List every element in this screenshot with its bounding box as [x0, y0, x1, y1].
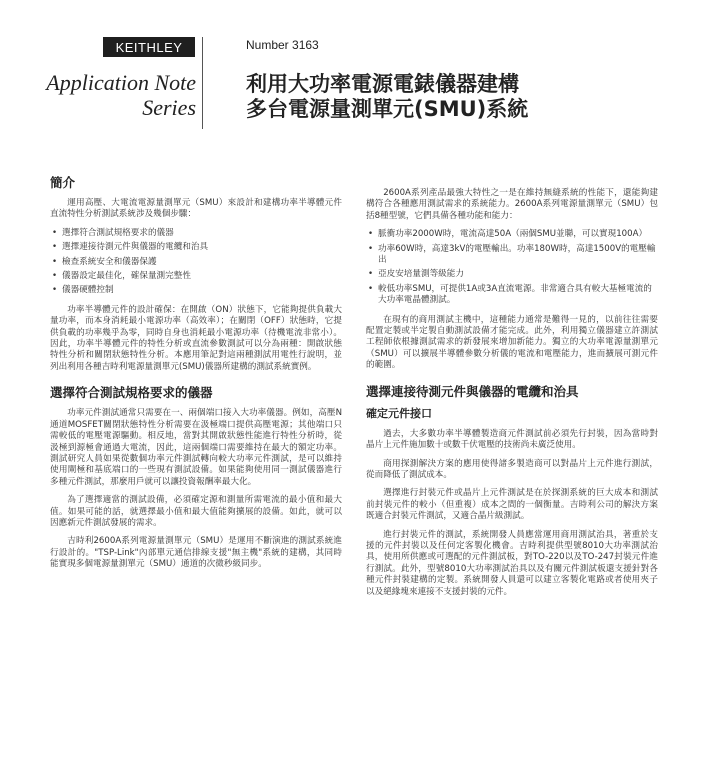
list-item: • 亞皮安培量測等級能力 [366, 269, 658, 280]
header-divider [202, 37, 203, 129]
title-line1: 利用大功率電源電錶儀器建構 [246, 72, 519, 96]
list-item: • 功率60W時，高達3kV的電壓輸出。功率180W時，高達1500V的電壓輸出 [366, 244, 658, 267]
title-line2: 多台電源量測單元(SMU)系統 [246, 97, 529, 121]
intro-paragraph-2: 功率半導體元件的設計確保：在開啟（ON）狀態下，它能夠提供負載大量功率，而本身消耗最小電源功率（高效率）；在關閉（OFF）狀態時，它提供負載的功率幾乎為零，同時自身也消耗最小電源功率（待機電流非常小）。因此，功率半導體元件的特性分析或直流參數測試可以分為兩種：開啟狀態特性分析和關閉狀態特性分析。本應用筆記對這兩種測試用電性行說明，並列出利用各種吉時利電源量測單元(SMU)儀器所建構的測試系統實例。 [50, 304, 342, 372]
list-item: • 較低功率SMU，可提供1A或3A直流電源。非常適合具有較大基極電流的大功率電晶體測試。 [366, 284, 658, 307]
subsection-heading: 確定元件接口 [366, 406, 432, 420]
document-number: Number 3163 [246, 38, 319, 52]
list-item: • 儀器硬體控制 [50, 285, 342, 296]
keithley-logo: KEITHLEY [103, 37, 195, 57]
page-title [246, 72, 686, 122]
section1-heading: 選擇符合測試規格要求的儀器 [50, 385, 213, 401]
app-note-line1: Application Note [46, 70, 196, 95]
right-paragraph-4: 商用探測解決方案的應用使得諸多製造商可以對晶片上元件進行測試，從而降低了測試成本。 [366, 458, 658, 480]
application-note-series-label [20, 70, 196, 120]
intro-heading: 簡介 [50, 175, 76, 190]
section1-paragraph-1: 功率元件測試通常只需要在一、兩個端口接入大功率儀器。例如，高壓N通道MOSFET關閉狀態特性分析需要在汲極端口提供高壓電源；其他端口只需較低的電壓電源驅動。相反地，當對其開啟狀態性能進行特性分析時，從汲極到源極會通過大電流，因此，這兩個端口需要維持在最大的額定功率。測試研究人員如果從數個功率元件測試轉向較大功率元件測試，是可以維持使用閘極和基底端口的一些現有測試設備。如果能夠使用同一測試儀器進行多種元件測試，那麼用戶就可以讓投資報酬率最大化。 [50, 408, 342, 487]
right-paragraph-1: 2600A系列產品最強大特性之一是在維持無縫系統的性能下，還能夠建構符合各種應用測試需求的系統能力。2600A系列電源量測單元（SMU）包括8種型號，它們具備各種功能和能力： [366, 188, 658, 221]
app-note-line2: Series [142, 95, 196, 120]
list-item: • 檢查系統安全和儀器保護 [50, 257, 342, 268]
right-column [366, 188, 658, 605]
intro-paragraph-1: 運用高壓、大電流電源量測單元（SMU）來設計和建構功率半導體元件直流特性分析測試系統涉及幾個步驟： [50, 198, 342, 220]
right-paragraph-2: 在現有的商用測試主機中，這種能力通常是難得一見的，以前往往需要配置定製或半定製自動測試設備才能完成。此外，利用獨立儀器建立許測試工程師依根據測試需求的新發展來增加新能力。獨立的大功率電源量測單元（SMU）可以擴展半導體參數分析儀的電流和電壓能力，進而擴展可測元件的範圍。 [366, 314, 658, 371]
right-paragraph-3: 過去，大多數功率半導體製造商元件測試前必須先行封裝，因為當時對晶片上元件施加數十或數千伏電壓的技術尚未廣泛使用。 [366, 428, 658, 451]
left-column [50, 175, 342, 578]
smu-capability-list [366, 229, 658, 306]
section1-paragraph-2: 為了選擇適當的測試設備，必須確定源和測量所需電流的最小值和最大值。如果可能的話，就選擇最小值和最大值能夠擴展的設備。如此，就可以因應新元件測試發展的需求。 [50, 495, 342, 528]
intro-bullet-list [50, 228, 342, 297]
right-paragraph-6: 進行封裝元件的測試，系統開發人員應當運用商用測試治具，著重於支援的元件封裝以及任何定客製化機會。吉時利提供型號8010大功率測試治具，使用所供應或可選配的元件測試板，對TO-220以及TO-247封裝元件進行測試。此外，型號8010大功率測試治具以及有關元件測試板還支援針對各種元件封裝建構的定製。系統開發人員還可以建立客製化電路或者使用夾子以及絕緣塊來連接不支援封裝的元件。 [366, 529, 658, 597]
list-item: • 選擇符合測試規格要求的儀器 [50, 228, 342, 239]
section1-paragraph-3: 吉時利2600A系列電源量測單元（SMU）是運用不斷演進的測試系統進行設計的。"TSP-Link"內部單元通信排線支援"無主機"系統的建構，其同時能實現多個電源量測單元（SMU）通道的次微秒級同步。 [50, 536, 342, 570]
list-item: • 儀器設定最佳化，確保量測完整性 [50, 271, 342, 282]
section2-heading: 選擇連接待測元件與儀器的電纜和治具 [366, 383, 579, 399]
list-item: • 選擇連接待測元件與儀器的電纜和治具 [50, 242, 342, 253]
list-item: • 脈衝功率2000W時，電流高達50A（兩個SMU並聯，可以實現100A） [366, 229, 658, 240]
right-paragraph-5: 選擇進行封裝元件或晶片上元件測試是在於探測系統的巨大成本和測試前封裝元件的較小（但重複）成本之間的一個衡量。吉時利公司的解決方案既適合封裝元件測試，又適合晶片級測試。 [366, 488, 658, 522]
